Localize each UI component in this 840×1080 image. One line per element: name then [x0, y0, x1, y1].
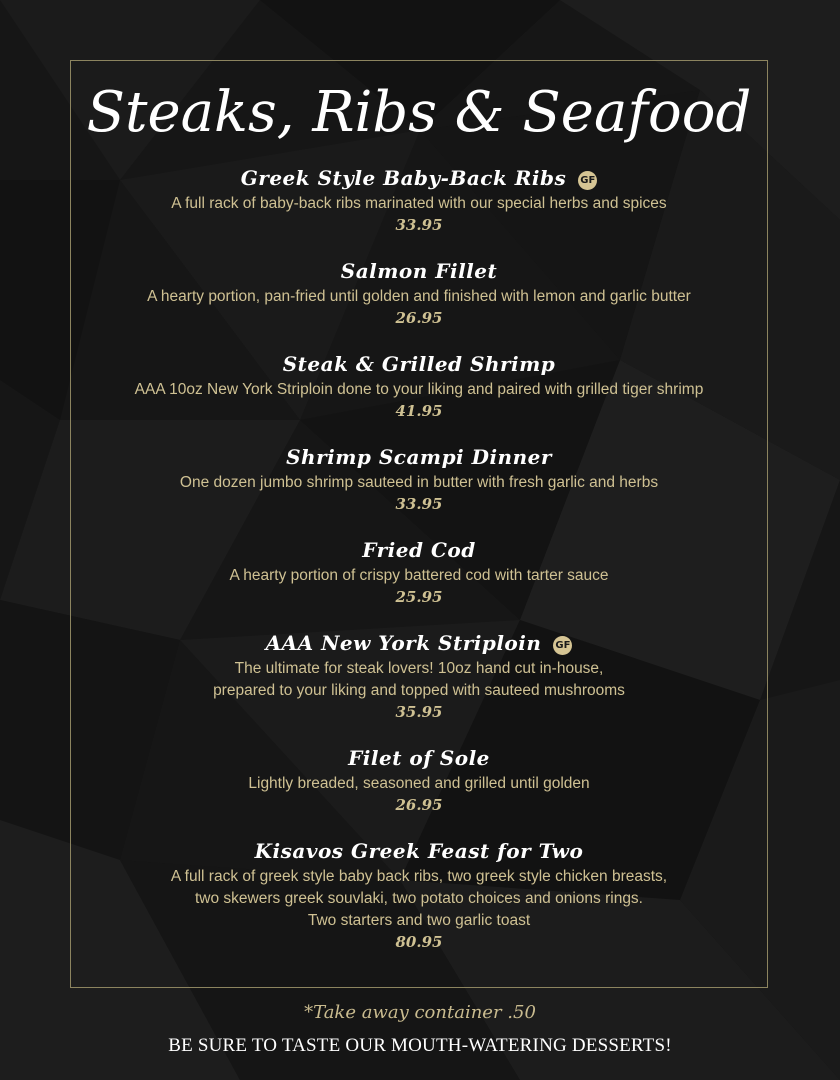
menu-item-name-text: Filet of Sole: [348, 746, 490, 770]
menu-item-name-text: Fried Cod: [362, 538, 476, 562]
gluten-free-icon: GF: [553, 636, 572, 655]
menu-item-description: [70, 565, 768, 587]
menu-item-description: [70, 379, 768, 401]
menu-item: [70, 442, 768, 514]
menu-item-price: 26.95: [395, 309, 443, 327]
gluten-free-icon: GF: [578, 171, 597, 190]
menu-item-description: [70, 193, 768, 215]
menu-item-name: [70, 442, 768, 472]
menu-item-name: [70, 836, 768, 866]
menu-item-price: 80.95: [395, 933, 443, 951]
menu-item-description-line: AAA 10oz New York Striploin done to your liking and paired with grilled tiger shrimp: [134, 381, 704, 398]
menu-item-description-line: Lightly breaded, seasoned and grilled until golden: [248, 775, 590, 792]
menu-item: [70, 163, 768, 235]
menu-items-list: [70, 163, 768, 973]
menu-item-name-text: Shrimp Scampi Dinner: [286, 445, 552, 469]
menu-item-description: [70, 658, 768, 702]
menu-item-name-text: Greek Style Baby-Back Ribs: [240, 166, 567, 190]
menu-item-name-text: Salmon Fillet: [340, 259, 498, 283]
menu-item-name: [70, 743, 768, 773]
menu-item-description-line: A full rack of baby-back ribs marinated with our special herbs and spices: [171, 195, 667, 212]
menu-item-price: 41.95: [395, 402, 443, 420]
menu-item-price: 25.95: [395, 588, 443, 606]
menu-item-description-line: Two starters and two garlic toast: [307, 912, 531, 929]
menu-item-price: 26.95: [395, 796, 443, 814]
menu-item: [70, 535, 768, 607]
menu-item-price: 33.95: [395, 495, 443, 513]
menu-item-name: [70, 349, 768, 379]
menu-item-price: 33.95: [395, 216, 443, 234]
menu-item-description: [70, 286, 768, 308]
menu-item-name: [70, 256, 768, 286]
menu-item-description-line: The ultimate for steak lovers! 10oz hand cut in-house,: [234, 660, 604, 677]
menu-item: [70, 628, 768, 722]
menu-item-description-line: two skewers greek souvlaki, two potato choices and onions rings.: [194, 890, 643, 907]
menu-item-name: [70, 163, 768, 193]
desserts-callout: BE SURE TO TASTE OUR MOUTH-WATERING DESSERTS!: [168, 1035, 672, 1056]
menu-item-name-text: Steak & Grilled Shrimp: [282, 352, 556, 376]
take-away-note: *Take away container .50: [304, 1002, 536, 1023]
menu-item: [70, 743, 768, 815]
menu-item-name-text: AAA New York Striploin: [265, 631, 542, 655]
menu-item-description-line: A hearty portion, pan-fried until golden and finished with lemon and garlic butter: [147, 288, 691, 305]
menu-item: [70, 349, 768, 421]
menu-item: [70, 836, 768, 952]
menu-item-description: [70, 866, 768, 932]
menu-item-description: [70, 773, 768, 795]
menu-item-name: [70, 628, 768, 658]
menu-item-name-text: Kisavos Greek Feast for Two: [254, 839, 584, 863]
menu-item-description-line: prepared to your liking and topped with sauteed mushrooms: [213, 682, 625, 699]
menu-item-description: [70, 472, 768, 494]
menu-item-price: 35.95: [395, 703, 443, 721]
menu-item-description-line: One dozen jumbo shrimp sauteed in butter with fresh garlic and herbs: [179, 474, 659, 491]
menu-title: Steaks, Ribs & Seafood: [86, 80, 752, 145]
menu-item-description-line: A full rack of greek style baby back ribs, two greek style chicken breasts,: [170, 868, 668, 885]
menu-item-name: [70, 535, 768, 565]
menu-item: [70, 256, 768, 328]
menu-item-description-line: A hearty portion of crispy battered cod with tarter sauce: [229, 567, 609, 584]
